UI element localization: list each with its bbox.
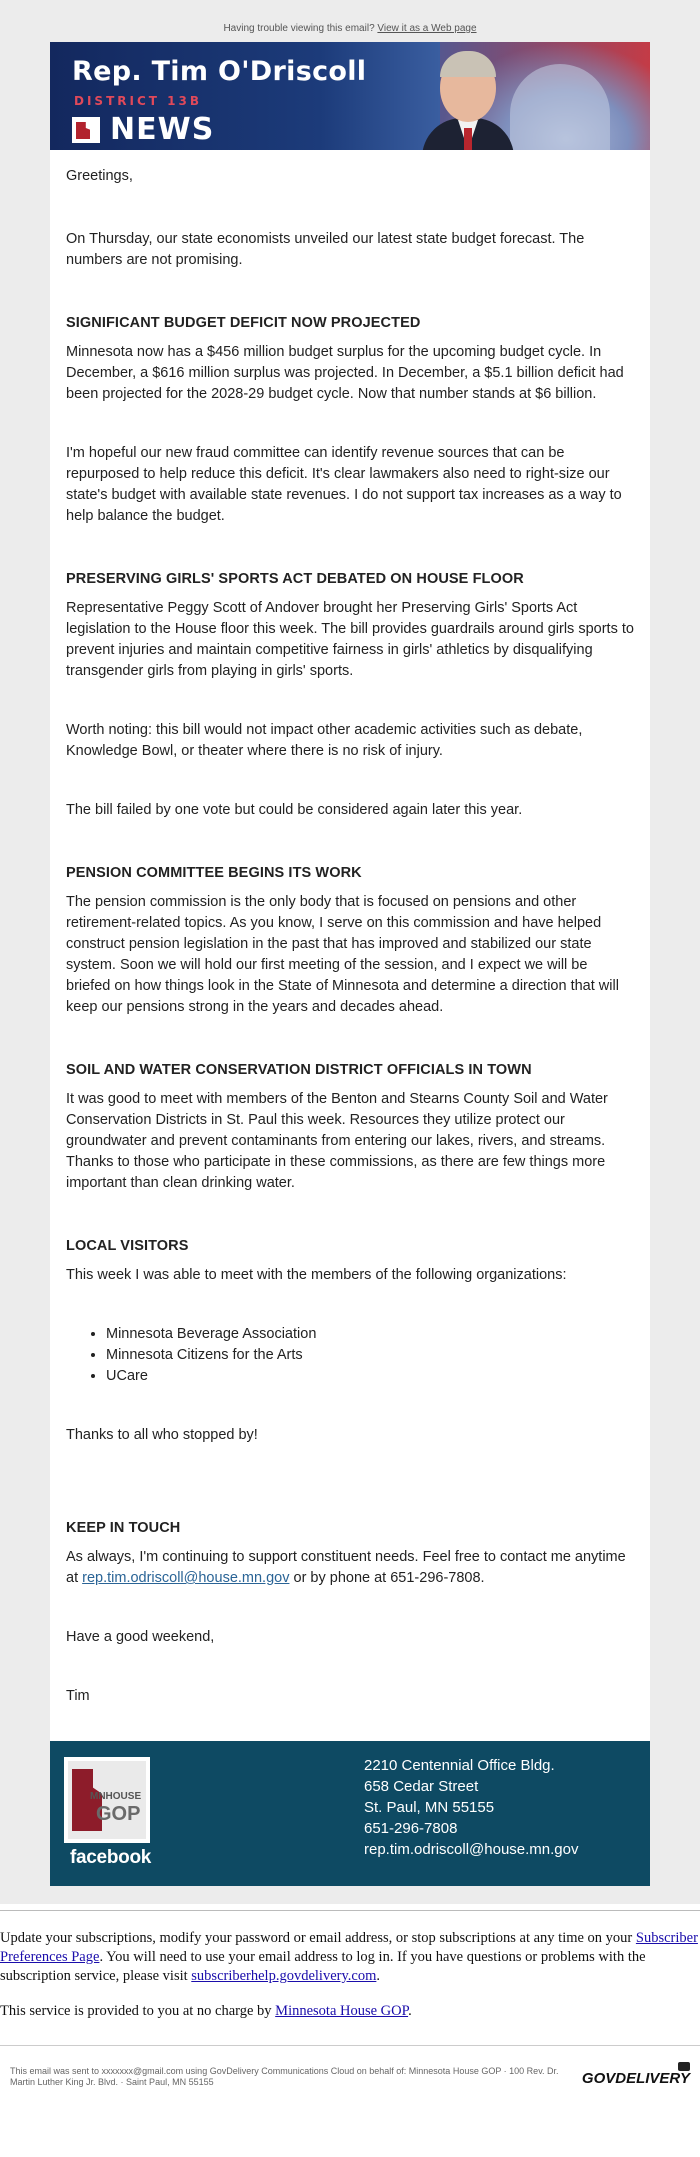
logo-text: GOP [96, 1803, 141, 1825]
mn-house-gop-logo[interactable] [64, 1757, 150, 1843]
legal-footer [0, 2045, 700, 2112]
section-paragraph: Minnesota now has a $456 million budget surplus for the upcoming budget cycle. In December, a $616 million surplus was projected. In December, a $5.1 billion deficit had been projected for the 2028-29 budget cycle. Now that number stands at $6 billion. [66, 344, 624, 402]
visitors-intro: This week I was able to meet with the members of the following organizations: [66, 1267, 567, 1283]
facebook-link[interactable]: facebook [70, 1847, 152, 1868]
section-heading: PRESERVING GIRLS' SPORTS ACT DEBATED ON HOUSE FLOOR [66, 571, 524, 587]
section-heading: LOCAL VISITORS [66, 1238, 189, 1254]
header-banner [50, 42, 650, 150]
email-link[interactable]: rep.tim.odriscoll@house.mn.gov [82, 1570, 290, 1586]
email-body [50, 150, 650, 1741]
footer-address [364, 1755, 578, 1860]
minnesota-house-gop-link[interactable]: Minnesota House GOP [275, 2003, 409, 2019]
header-title: Rep. Tim O'Driscoll [72, 56, 367, 87]
section-paragraph: The bill failed by one vote but could be considered again later this year. [66, 802, 523, 818]
subscriber-help-link[interactable]: subscriberhelp.govdelivery.com [191, 1968, 377, 1984]
subscriber-preferences-link[interactable]: Subscriber Preferences Page [0, 1930, 698, 1965]
phone: 651-296-7808 [364, 1820, 458, 1837]
section-paragraph: Representative Peggy Scott of Andover brought her Preserving Girls' Sports Act legislation to the House floor this week. The bill provides guardrails around girls sports to prevent injuries and maintain competitive fairness in girls' athletics by disqualifying transgender girls from playing in girls' sports. [66, 600, 634, 679]
footer-contact-box [50, 1741, 650, 1886]
govdelivery-logo[interactable]: GOVDELIVERY [581, 2070, 690, 2087]
section-paragraph: I'm hopeful our new fraud committee can identify revenue sources that can be repurposed to help reduce this deficit. It's clear lawmakers also need to right-size our state's budget with available state revenues. I do not support tax increases as a way to help balance the budget. [66, 445, 622, 524]
view-web-page-link[interactable]: View it as a Web page [377, 23, 477, 34]
visitors-thanks: Thanks to all who stopped by! [66, 1427, 258, 1443]
section-paragraph: It was good to meet with members of the Benton and Stearns County Soil and Water Conservation Districts in St. Paul this week. Resources they utilize protect our groundwater and prevent contaminants from entering our lakes, rivers, and streams. Thanks to those who participate in these commissions, as there are few things more important than clean drinking water. [66, 1091, 608, 1191]
section-heading: KEEP IN TOUCH [66, 1520, 181, 1536]
list-item: • Minnesota Citizens for the Arts [106, 1345, 634, 1366]
list-item: • UCare [106, 1366, 634, 1387]
closing: Have a good weekend, [66, 1629, 215, 1645]
section-heading: SOIL AND WATER CONSERVATION DISTRICT OFFICIALS IN TOWN [66, 1062, 532, 1078]
section-heading: SIGNIFICANT BUDGET DEFICIT NOW PROJECTED [66, 315, 421, 331]
section-paragraph: Worth noting: this bill would not impact other academic activities such as debate, Knowledge Bowl, or theater where there is no risk of injury. [66, 722, 583, 759]
email: rep.tim.odriscoll@house.mn.gov [364, 1841, 579, 1858]
address-line: 658 Cedar Street [364, 1778, 479, 1795]
visitors-list [66, 1324, 634, 1387]
subscription-info [0, 1910, 700, 2021]
email-container [50, 42, 650, 1886]
intro-paragraph: On Thursday, our state economists unveiled our latest state budget forecast. The numbers are not promising. [66, 231, 585, 268]
service-paragraph: This service is provided to you at no charge by Minnesota House GOP. [0, 2003, 412, 2019]
representative-portrait [422, 48, 514, 150]
contact-paragraph: As always, I'm continuing to support constituent needs. Feel free to contact me anytime at rep.tim.odriscoll@house.mn.gov or by phone at 651-296-7808. [66, 1549, 626, 1586]
legal-text: This email was sent to xxxxxxx@gmail.com using GovDelivery Communications Cloud on behalf of: Minnesota House GOP · 100 Rev. Dr. Martin Luther King Jr. Blvd. · Saint Paul, MN 55155 [10, 2066, 559, 2087]
logo-text: MNHOUSE [90, 1791, 142, 1802]
list-item: • Minnesota Beverage Association [106, 1324, 634, 1345]
preheader [0, 22, 700, 42]
header-news: NEWS [110, 112, 215, 147]
minnesota-logo-icon [72, 117, 100, 143]
address-line: 2210 Centennial Office Bldg. [364, 1757, 555, 1774]
greeting: Greetings, [66, 168, 133, 184]
section-paragraph: The pension commission is the only body that is focused on pensions and other retirement-related topics. As you know, I serve on this commission and have helped construct pension legislation in the past that has improved and stabilized our state system. Soon we will hold our first meeting of the session, and I expect we will be briefed on how things look in the State of Minnesota and determine a direction that will keep our pensions strong in the years and decades ahead. [66, 894, 619, 1015]
subscription-paragraph: Update your subscriptions, modify your password or email address, or stop subscriptions at any time on your Subscriber Preferences Page. You will need to use your email address to log in. If you have questions or problems with the subscription service, please visit subscriberhelp.govdelivery.com. [0, 1930, 698, 1984]
signature: Tim [66, 1688, 90, 1704]
section-heading: PENSION COMMITTEE BEGINS ITS WORK [66, 865, 362, 881]
header-district: DISTRICT 13B [74, 94, 202, 108]
preheader-text: Having trouble viewing this email? [223, 23, 375, 34]
address-line: St. Paul, MN 55155 [364, 1799, 495, 1816]
